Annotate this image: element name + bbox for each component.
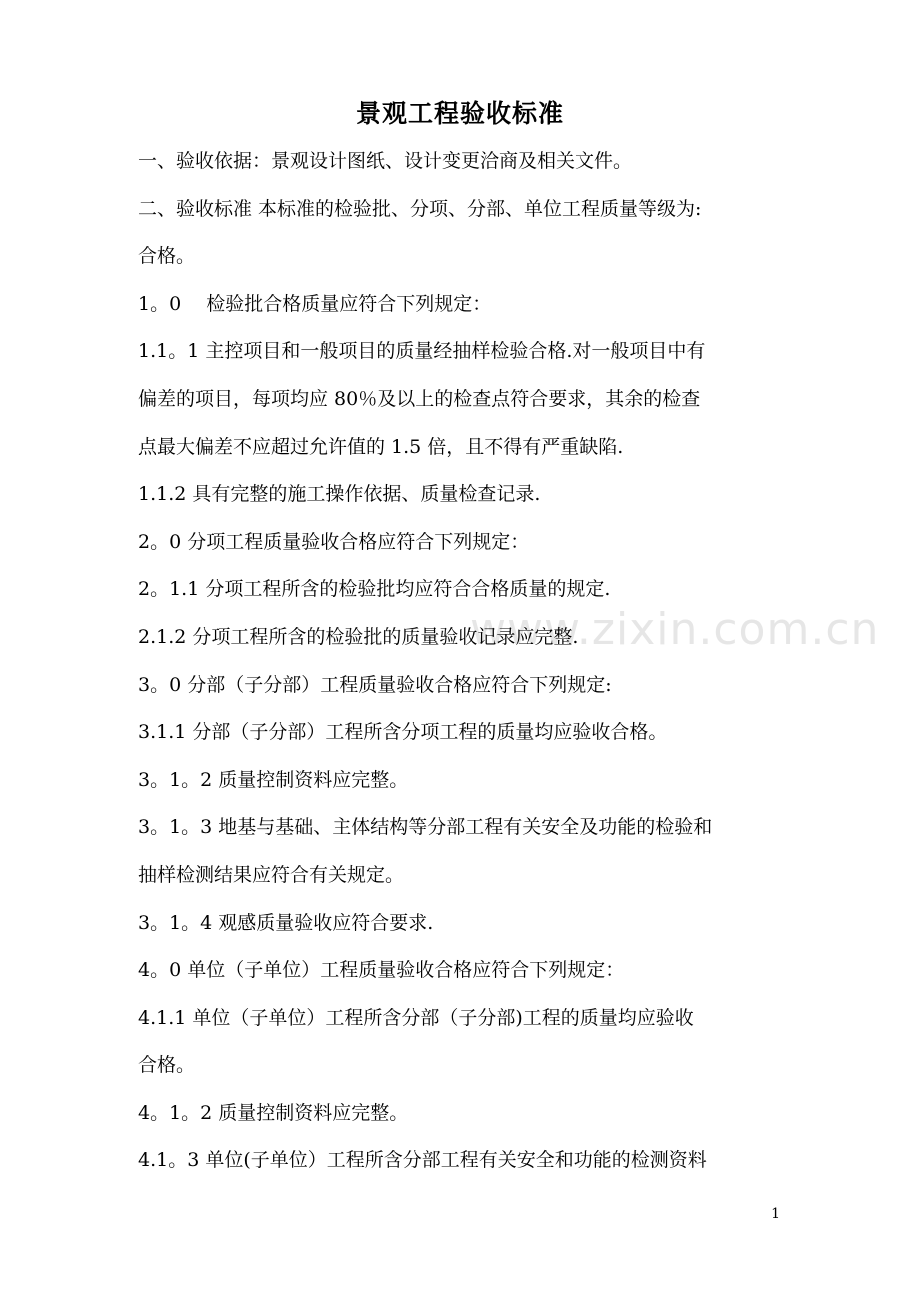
text-line: 4。0 单位（子单位）工程质量验收合格应符合下列规定： (138, 959, 625, 982)
document-body (138, 138, 788, 1185)
text-line: 3.1.1 分部（子分部）工程所含分项工程的质量均应验收合格。 (138, 721, 668, 744)
text-line: 1。0 检验批合格质量应符合下列规定： (138, 292, 492, 315)
document-title: 景观工程验收标准 (355, 99, 564, 128)
text-line: 3。1。4 观感质量验收应符合要求. (138, 911, 434, 934)
text-line: 3。1。2 质量控制资料应完整。 (138, 768, 409, 791)
text-line: 抽样检测结果应符合有关规定。 (138, 863, 405, 886)
text-line: 二、验收标准 本标准的检验批、分项、分部、单位工程质量等级为: (138, 197, 702, 220)
text-line: 4.1。3 单位(子单位）工程所含分部工程有关安全和功能的检测资料 (138, 1149, 707, 1172)
text-line: 合格。 (138, 1054, 196, 1077)
text-line: 偏差的项目，每项均应 80％及以上的检查点符合要求，其余的检查 (138, 387, 701, 410)
text-line: 4.1.1 单位（子单位）工程所含分部（子分部)工程的质量均应验收 (138, 1006, 694, 1029)
text-line: 2。0 分项工程质量验收合格应符合下列规定： (138, 530, 530, 553)
text-line: 点最大偏差不应超过允许值的 1.5 倍，且不得有严重缺陷. (138, 435, 624, 458)
text-line: 合格。 (138, 245, 196, 268)
text-line: 2.1.2 分项工程所含的检验批的质量验收记录应完整. (138, 625, 579, 648)
text-line: 1.1。1 主控项目和一般项目的质量经抽样检验合格.对一般项目中有 (138, 340, 706, 363)
page-number: 1 (771, 1206, 780, 1222)
text-line: 2。1.1 分项工程所含的检验批均应符合合格质量的规定. (138, 578, 611, 601)
text-line: 1.1.2 具有完整的施工操作依据、质量检查记录. (138, 483, 541, 506)
watermark: www.zixin.com.cn (470, 604, 880, 655)
text-line: 4。1。2 质量控制资料应完整。 (138, 1101, 409, 1124)
text-line: 3。1。3 地基与基础、主体结构等分部工程有关安全及功能的检验和 (138, 816, 713, 839)
text-line: 一、验收依据：景观设计图纸、设计变更洽商及相关文件。 (138, 150, 633, 172)
text-line: 3。0 分部（子分部）工程质量验收合格应符合下列规定: (138, 673, 612, 696)
